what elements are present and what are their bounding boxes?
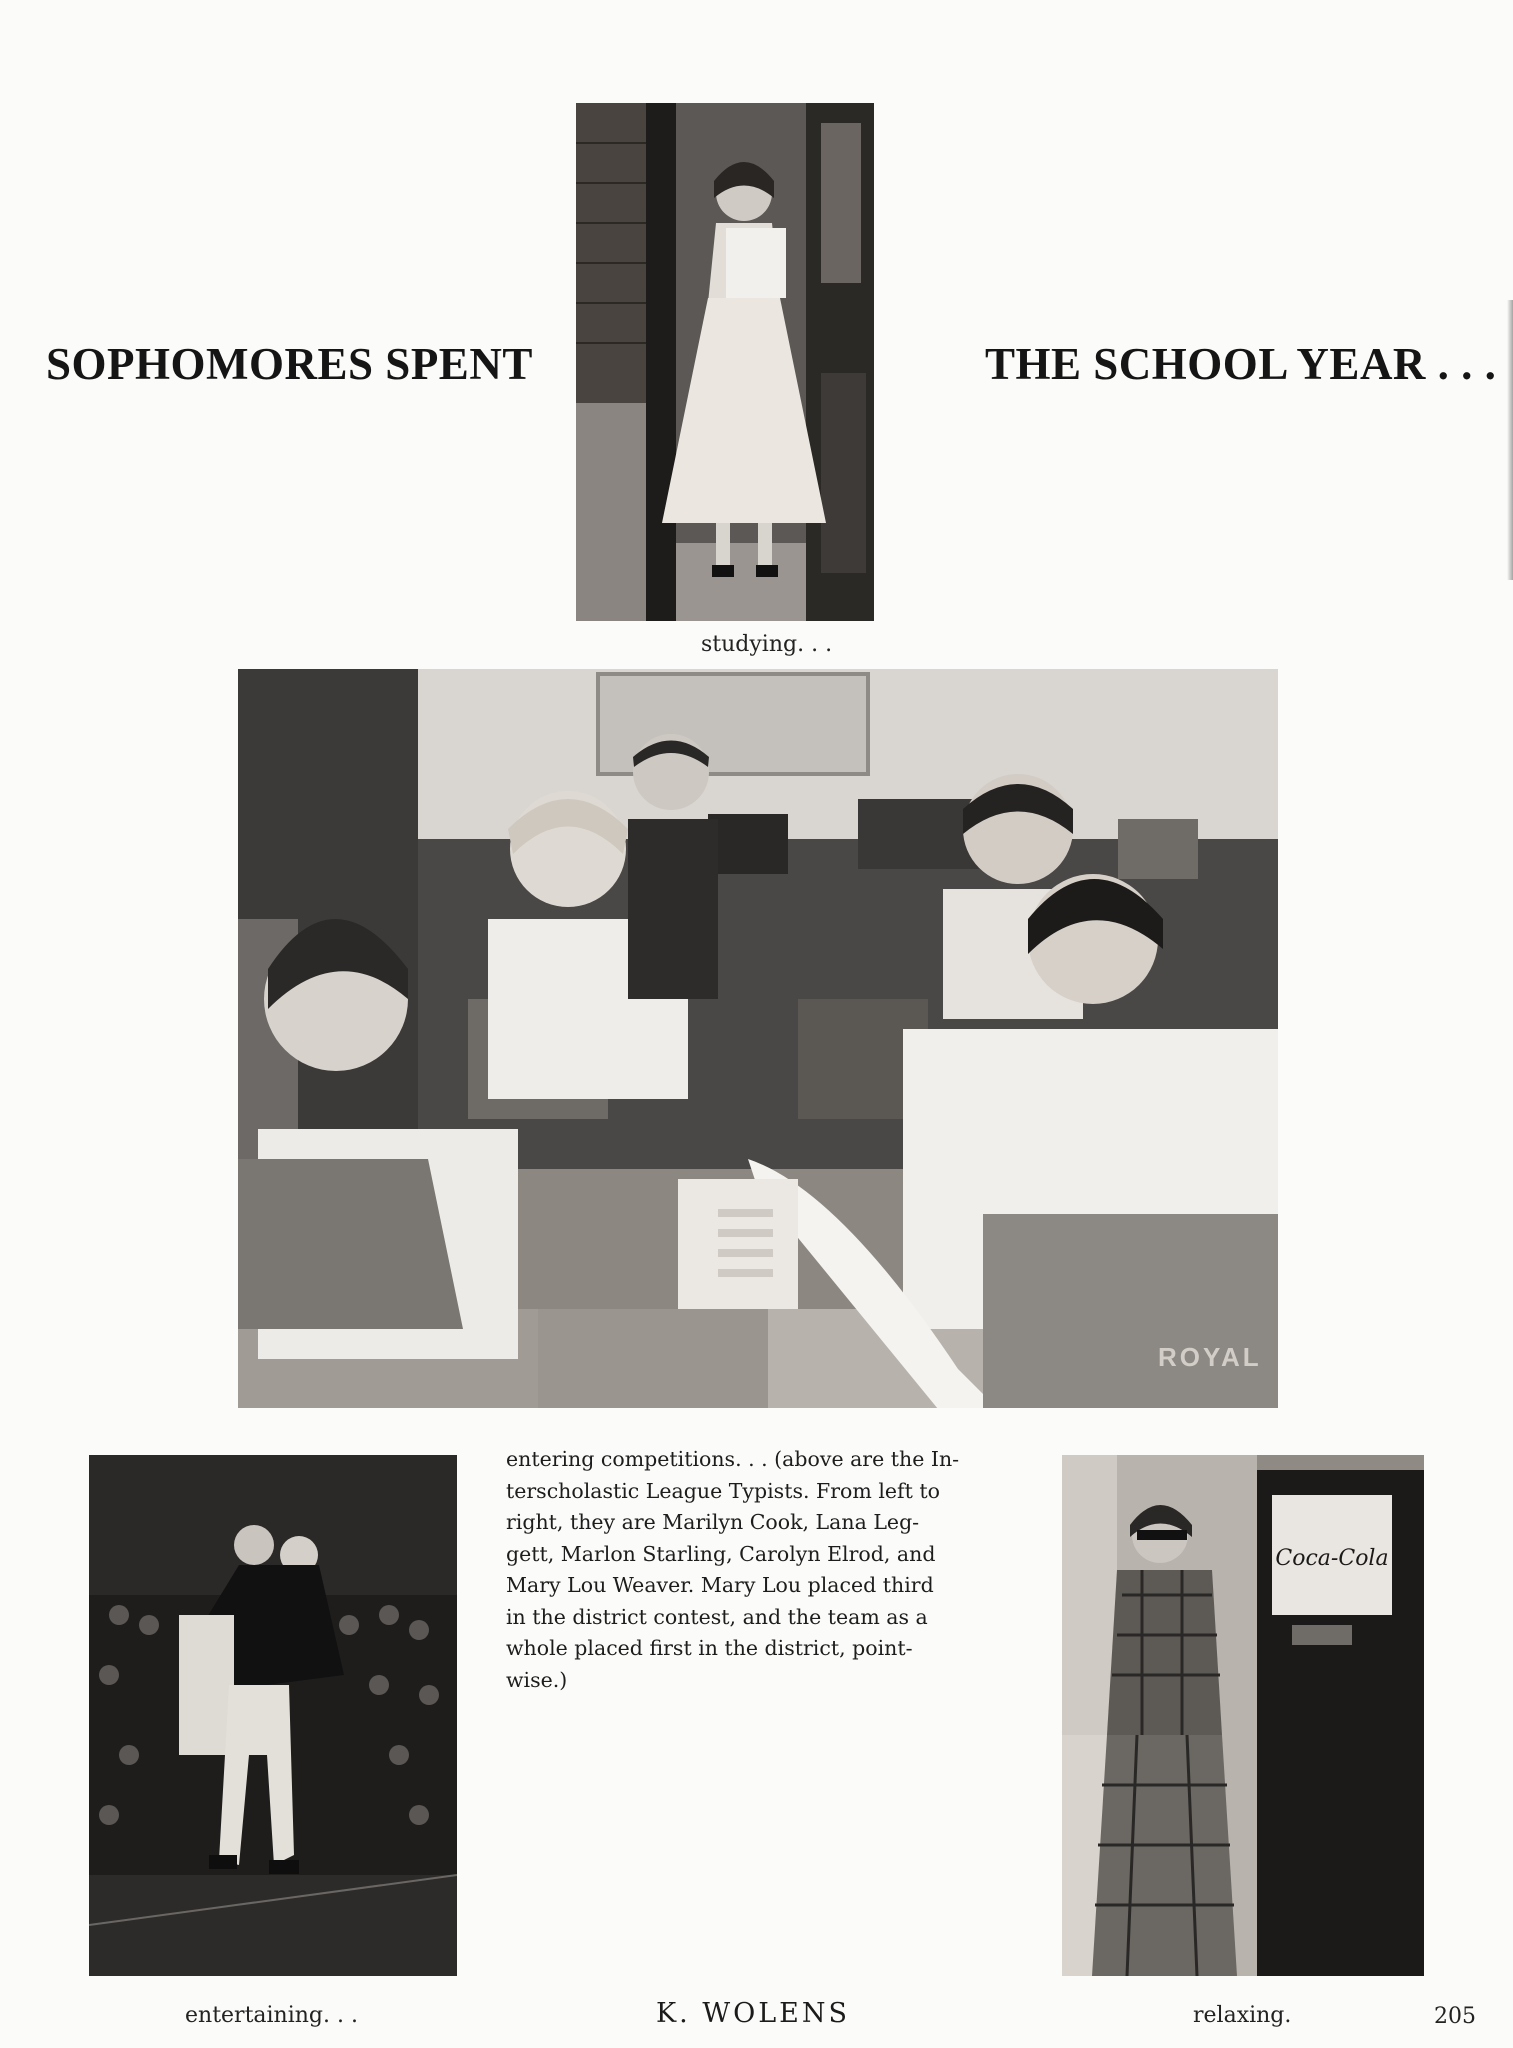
caption-studying: studying. . . <box>701 632 833 657</box>
coca-cola-sign: Coca-Cola <box>1275 1546 1389 1571</box>
body-paragraph <box>506 1444 1011 1696</box>
page-edge-shadow <box>1507 300 1513 580</box>
body-line: entering competitions. . . (above are the In- <box>506 1447 960 1471</box>
caption-relaxing: relaxing. <box>1193 2003 1292 2028</box>
photo-relaxing <box>1062 1455 1424 1976</box>
page-title-right: THE SCHOOL YEAR . . . <box>985 339 1497 389</box>
caption-entertaining: entertaining. . . <box>185 2003 358 2028</box>
royal-typewriter-label: ROYAL <box>1158 1342 1262 1372</box>
body-line: Mary Lou Weaver. Mary Lou placed third <box>506 1573 934 1597</box>
body-line: in the district contest, and the team as a <box>506 1604 928 1629</box>
body-line: terscholastic League Typists. From left to <box>506 1478 940 1503</box>
body-line: gett, Marlon Starling, Carolyn Elrod, and <box>506 1541 936 1566</box>
body-line: whole placed first in the district, point- <box>506 1636 913 1660</box>
body-line: right, they are Marilyn Cook, Lana Leg- <box>506 1510 920 1534</box>
photographer-credit: K. WOLENS <box>656 1998 850 2029</box>
photo-studying <box>576 103 874 621</box>
page-number: 205 <box>1434 2004 1476 2029</box>
photo-typing-competition <box>238 669 1278 1408</box>
page-title-left: SOPHOMORES SPENT <box>46 339 533 389</box>
body-line: wise.) <box>506 1667 568 1692</box>
photo-entertaining <box>89 1455 457 1976</box>
